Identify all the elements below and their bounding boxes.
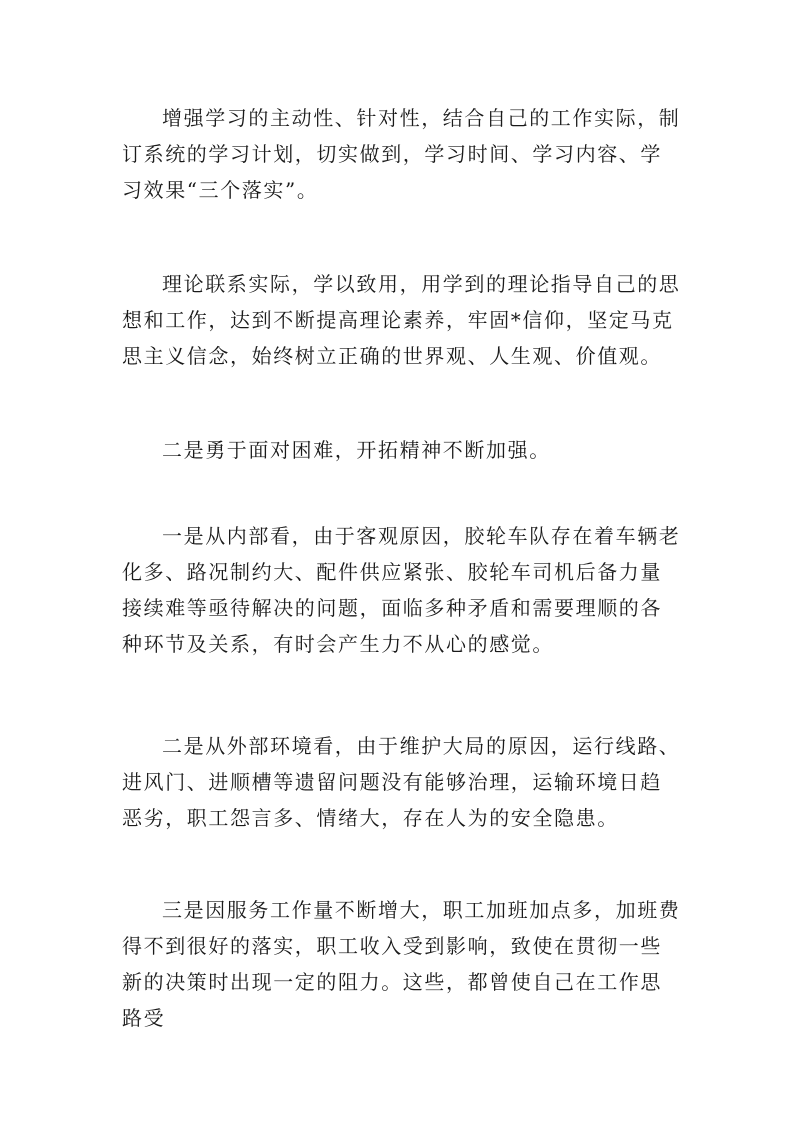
paragraph-theory-practice: 理论联系实际，学以致用，用学到的理论指导自己的思想和工作，达到不断提高理论素养，牢固*信仰，坚定马克思主义信念，始终树立正确的世界观、人生观、价值观。 bbox=[122, 272, 681, 368]
paragraph-internal-view: 一是从内部看，由于客观原因，胶轮车队存在着车辆老化多、路况制约大、配件供应紧张、胶轮车司机后备力量接续难等亟待解决的问题，面临多种矛盾和需要理顺的各种环节及关系，有时会产生力不从心的感觉。 bbox=[122, 524, 681, 656]
paragraph-external-view: 二是从外部环境看，由于维护大局的原因，运行线路、进风门、进顺槽等遗留问题没有能够治理，运输环境日趋恶劣，职工怨言多、情绪大，存在人为的安全隐患。 bbox=[122, 734, 681, 830]
paragraph-study-initiative: 增强学习的主动性、针对性，结合自己的工作实际，制订系统的学习计划，切实做到，学习时间、学习内容、学习效果“三个落实”。 bbox=[122, 106, 681, 202]
paragraph-face-difficulties: 二是勇于面对困难，开拓精神不断加强。 bbox=[162, 438, 551, 462]
paragraph-workload: 三是因服务工作量不断增大，职工加班加点多，加班费得不到很好的落实，职工收入受到影响，致使在贯彻一些新的决策时出现一定的阻力。这些，都曾使自己在工作思路受 bbox=[122, 898, 681, 1030]
